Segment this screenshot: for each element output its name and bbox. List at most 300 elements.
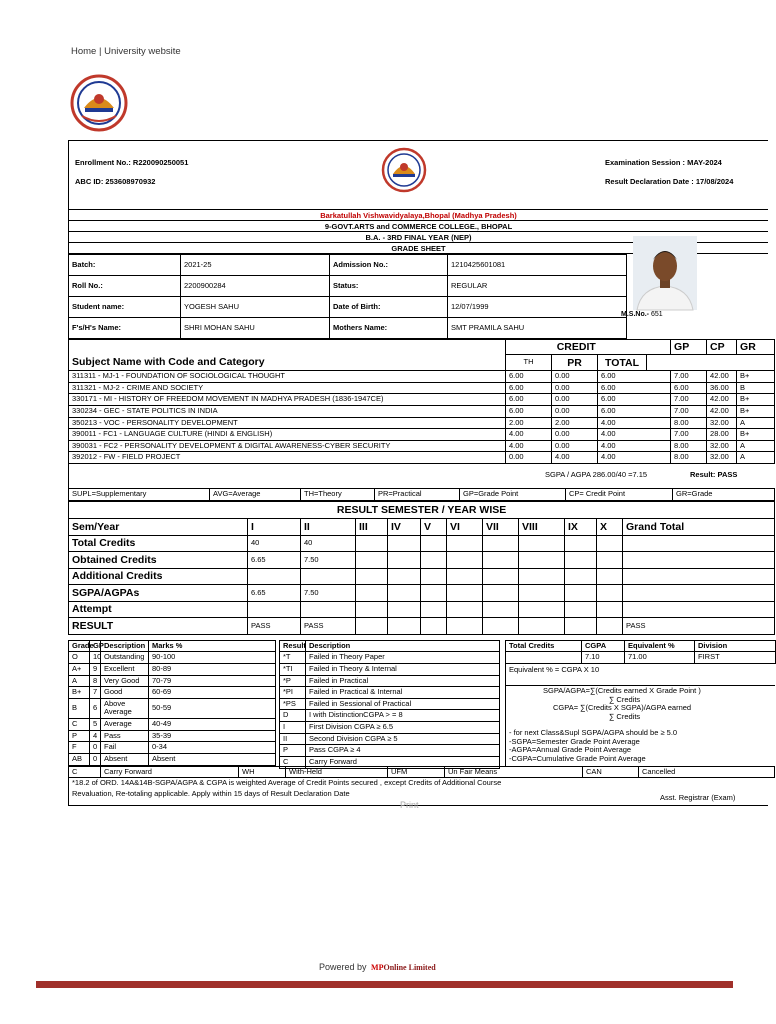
grade-legend-cell: Average [101,719,149,731]
sheet-title: GRADE SHEET [69,243,768,254]
abbreviation-item: TH=Theory [301,489,375,501]
grade-legend-row [69,675,276,687]
yearwise-cell: 7.50 [301,552,356,569]
yearwise-cell [447,601,483,618]
result-declaration-date: Result Declaration Date : 17/08/2024 [605,176,734,186]
notes-box [505,726,775,766]
footnote-ordinance: *18.2 of ORD. 14A&14B-SGPA/AGPA & CGPA is weighted Average of Credit Points secured , except Credits of Additional Course [72,778,502,788]
cp-header: CP [707,340,737,355]
yearwise-header: IX [565,518,597,535]
footer-bar [36,981,733,988]
yearwise-cell [356,552,388,569]
subject-total-credit: 4.00 [598,429,671,441]
cgpa-panel [505,640,775,766]
grade-legend-cell: 7 [90,687,101,699]
subject-row [69,405,775,417]
result-legend-row [280,698,500,710]
yearwise-row [69,585,775,602]
yearwise-cell [447,552,483,569]
sgpa-formula: SGPA/AGPA=∑(Credits earned X Grade Point ) [543,685,701,695]
grade-legend-row [69,742,276,754]
abbreviation-item: GR=Grade [673,489,775,501]
yearwise-cell [519,601,565,618]
yearwise-cell: 40 [248,535,301,552]
subject-th-credit: 6.00 [506,371,552,383]
subject-cp: 42.00 [707,394,737,406]
grade-legend-cell: B+ [69,687,90,699]
grade-legend-cell: 8 [90,675,101,687]
yearwise-cell: 6.65 [248,552,301,569]
gr-header: GR [737,340,775,355]
subject-pr-credit: 0.00 [552,382,598,394]
yearwise-cell [483,618,519,635]
subject-row [69,440,775,452]
subject-pr-credit: 0.00 [552,405,598,417]
yearwise-cell [248,601,301,618]
grade-legend-cell: Absent [101,753,149,765]
grade-legend-header: Description [101,640,149,652]
yearwise-cell [565,585,597,602]
grade-legend-cell: F [69,742,90,754]
result-legend-cell: *PI [280,687,306,699]
subject-th-credit: 2.00 [506,417,552,429]
signatory: Asst. Registrar (Exam) [660,793,736,803]
yearwise-cell [519,568,565,585]
credit-header: CREDIT [506,340,647,355]
yearwise-cell [597,618,623,635]
dob-value: 12/07/1999 [448,297,627,318]
grade-legend-cell: 0-34 [149,742,276,754]
yearwise-header: VI [447,518,483,535]
yearwise-cell: 7.50 [301,585,356,602]
ms-number-value: 651 [650,311,663,318]
yearwise-header: Sem/Year [69,518,248,535]
enrollment-number: Enrollment No.: R220090250051 [75,158,189,167]
yearwise-header: V [421,518,447,535]
powered-by-label: Powered by [319,962,367,972]
yearwise-header: III [356,518,388,535]
yearwise-cell [447,585,483,602]
yearwise-row [69,618,775,635]
yearwise-cell [356,568,388,585]
subject-th-credit: 0.00 [506,452,552,464]
footnote-revaluation: Revaluation, Re-totaling applicable. Apply within 15 days of Result Declaration Date [72,788,350,798]
equivalent-formula: Equivalent % = CGPA X 10 [509,664,600,674]
subject-total-credit: 6.00 [598,394,671,406]
yearwise-cell [421,601,447,618]
grade-legend-cell: 9 [90,663,101,675]
result-legend-cell: *PS [280,698,306,710]
result-legend-cell: I with DistinctionCGPA > = 8 [306,710,500,722]
yearwise-row-label: Total Credits [69,535,248,552]
yearwise-cell [565,618,597,635]
subject-grade: B [737,382,775,394]
result-legend-cell: C [280,756,306,768]
yearwise-cell [388,552,421,569]
yearwise-row-label: Additional Credits [69,568,248,585]
subject-name: 311311 - MJ-1 - FOUNDATION OF SOCIOLOGICAL THOUGHT [69,371,506,383]
subject-gp: 6.00 [671,382,707,394]
th-header: TH [506,355,552,371]
yearwise-cell [565,601,597,618]
subject-name: 330171 - MI - HISTORY OF FREEDOM MOVEMENT IN MADHYA PRADESH (1836-1947CE) [69,394,506,406]
result-legend-row [280,675,500,687]
roll-value: 2200900284 [181,276,330,297]
subject-pr-credit: 2.00 [552,417,598,429]
yearwise-cell [597,601,623,618]
ms-number [621,311,663,319]
yearwise-cell [447,568,483,585]
subject-th-credit: 6.00 [506,394,552,406]
subject-gp: 7.00 [671,371,707,383]
yearwise-cell [356,535,388,552]
mponline-logo-mp: MP [371,963,384,972]
yearwise-cell [565,535,597,552]
print-link[interactable]: Print [400,800,419,810]
grade-legend-cell: Above Average [101,698,149,718]
subject-cp: 32.00 [707,440,737,452]
subject-row [69,429,775,441]
yearwise-cell [356,618,388,635]
subject-name: 392012 - FW - FIELD PROJECT [69,452,506,464]
abbreviation-item: SUPL=Supplementary [69,489,210,501]
result-legend-row [280,745,500,757]
abc-id: ABC ID: 253608970932 [75,176,156,186]
cgpa-formula-denominator: ∑ Credits [609,711,641,721]
yearwise-cell [565,552,597,569]
subject-cp: 42.00 [707,371,737,383]
ms-number-label: M.S.No.- [621,311,649,318]
yearwise-cell [565,568,597,585]
result-legend-cell: Failed in Practical [306,675,500,687]
cgpa-table [505,640,776,664]
yearwise-cell [483,568,519,585]
university-logo [70,72,128,139]
yearwise-cell [447,535,483,552]
abbreviation-item: PR=Practical [375,489,460,501]
subject-th-credit: 4.00 [506,429,552,441]
subject-pr-credit: 4.00 [552,452,598,464]
sgpa-formula-denominator: ∑ Credits [609,694,641,704]
status-legend-cell: Cancelled [639,766,775,778]
examination-session: Examination Session : MAY-2024 [605,158,722,167]
college-name: 9-GOVT.ARTS and COMMERCE COLLEGE., BHOPAL [69,221,768,232]
subject-column-title: Subject Name with Code and Category [69,355,506,371]
subject-grade: A [737,417,775,429]
subject-cp: 36.00 [707,382,737,394]
yearwise-cell [483,585,519,602]
university-website-link[interactable]: University website [104,46,181,57]
yearwise-cell [356,585,388,602]
subject-pr-credit: 0.00 [552,440,598,452]
grade-legend-cell: O [69,652,90,664]
yearwise-header: IV [388,518,421,535]
mponline-logo [369,963,436,972]
grade-legend-cell: Absent [149,753,276,765]
grade-sheet [68,140,768,806]
result-legend-row [280,687,500,699]
subject-total-credit: 6.00 [598,371,671,383]
grade-legend-row [69,753,276,765]
subject-gp: 8.00 [671,417,707,429]
grade-legend-header: Grade [69,640,90,652]
subject-th-credit: 6.00 [506,405,552,417]
pr-header: PR [552,355,598,371]
result-legend-cell: Failed in Theory Paper [306,652,500,664]
sgpa-summary [68,464,768,488]
cgpa-header: CGPA [582,640,625,652]
grade-legend-header: Marks % [149,640,276,652]
result-legend-row [280,652,500,664]
yearwise-cell [388,568,421,585]
grade-legend-row [69,652,276,664]
nav-separator: | [98,46,102,57]
grade-legend-cell: Fail [101,742,149,754]
yearwise-cell [597,585,623,602]
yearwise-row-label: RESULT [69,618,248,635]
subject-pr-credit: 0.00 [552,371,598,383]
student-info-table [68,254,627,339]
yearwise-cell [356,601,388,618]
cgpa-header: Total Credits [506,640,582,652]
yearwise-cell [519,585,565,602]
yearwise-row [69,568,775,585]
course-name: B.A. - 3RD FINAL YEAR (NEP) [69,232,768,243]
subject-grade: B+ [737,371,775,383]
grade-legend-cell: 4 [90,730,101,742]
grade-legend-cell: 6 [90,698,101,718]
result-legend-header: Result [280,640,306,652]
result-legend-row [280,733,500,745]
grade-legend-cell: AB [69,753,90,765]
subject-pr-credit: 0.00 [552,429,598,441]
yearwise-cell [447,618,483,635]
subject-gp: 7.00 [671,429,707,441]
yearwise-cell [623,552,775,569]
subject-total-credit: 6.00 [598,382,671,394]
top-nav [71,46,181,57]
grade-legend-row [69,687,276,699]
status-legend-cell: UFM [388,766,445,778]
grade-legend-row [69,663,276,675]
yearwise-title: RESULT SEMESTER / YEAR WISE [69,501,775,518]
yearwise-result-table [68,501,775,635]
batch-value: 2021-25 [181,255,330,276]
yearwise-header: Grand Total [623,518,775,535]
yearwise-cell: PASS [248,618,301,635]
yearwise-row [69,601,775,618]
yearwise-header: VIII [519,518,565,535]
subject-name: 390011 - FC1 - LANGUAGE CULTURE (HINDI & ENGLISH) [69,429,506,441]
father-name-value: SHRI MOHAN SAHU [181,318,330,339]
mother-name-label: Mothers Name: [330,318,448,339]
yearwise-cell [623,601,775,618]
abbreviation-item: GP=Grade Point [460,489,566,501]
grade-legend-cell: 5 [90,719,101,731]
result-legend-cell: Carry Forward [306,756,500,768]
subject-gp: 8.00 [671,440,707,452]
subject-pr-credit: 0.00 [552,394,598,406]
yearwise-cell [519,552,565,569]
subject-row [69,452,775,464]
grade-legend-cell: Excellent [101,663,149,675]
status-legend-cell: C [69,766,101,778]
batch-label: Batch: [69,255,181,276]
cgpa-value: 7.10 [582,652,625,664]
college-seal-logo [381,143,427,200]
yearwise-cell [421,618,447,635]
subject-row [69,382,775,394]
cgpa-value [506,652,582,664]
grade-legend-cell: 80-89 [149,663,276,675]
yearwise-cell [519,618,565,635]
yearwise-header: II [301,518,356,535]
grade-legend-table [68,640,276,766]
subject-gp: 7.00 [671,405,707,417]
grade-legend-cell: 90-100 [149,652,276,664]
yearwise-cell [483,535,519,552]
grade-legend-cell: 0 [90,742,101,754]
yearwise-cell [597,535,623,552]
result-legend-cell: Pass CGPA ≥ 4 [306,745,500,757]
abbreviation-item: AVG=Average [210,489,301,501]
yearwise-cell [483,552,519,569]
status-legend-cell: Un Fair Means [445,766,583,778]
mother-name-value: SMT PRAMILA SAHU [448,318,627,339]
abbreviations-table [68,488,775,501]
yearwise-cell [597,552,623,569]
result-legend-cell: Failed in Theory & Internal [306,663,500,675]
legend-note: -AGPA=Annual Grade Point Average [509,745,632,755]
legend-note: -SGPA=Semester Grade Point Average [509,736,640,746]
grade-legend-header: GP [90,640,101,652]
result-legend-cell: P [280,745,306,757]
grade-legend-cell: 60-69 [149,687,276,699]
subject-grade: B+ [737,429,775,441]
grade-legend-cell: 70-79 [149,675,276,687]
father-name-label: F's/H's Name: [69,318,181,339]
subject-name: 390031 - FC2 - PERSONALITY DEVELOPMENT & DIGITAL AWARENESS-CYBER SECURITY [69,440,506,452]
subject-row [69,371,775,383]
status-label: Status: [330,276,448,297]
equivalent-box [505,664,775,686]
legend-section [68,640,768,766]
yearwise-cell: 6.65 [248,585,301,602]
grade-legend-row [69,730,276,742]
yearwise-cell [388,601,421,618]
grade-legend-cell: P [69,730,90,742]
yearwise-cell: PASS [623,618,775,635]
yearwise-cell [301,601,356,618]
university-name: Barkatullah Vishwavidyalaya,Bhopal (Madhya Pradesh) [69,210,768,221]
yearwise-cell [623,585,775,602]
grade-legend-cell: 35-39 [149,730,276,742]
yearwise-cell [388,585,421,602]
home-link[interactable]: Home [71,46,97,57]
result-legend-cell: Failed in Sessional of Practical [306,698,500,710]
status-legend-cell: CAN [583,766,639,778]
yearwise-row-label: SGPA/AGPAs [69,585,248,602]
formula-box [505,686,775,726]
subject-total-credit: 4.00 [598,452,671,464]
result-legend-row [280,663,500,675]
cgpa-value: FIRST [695,652,776,664]
cgpa-header: Division [695,640,776,652]
yearwise-cell [597,568,623,585]
yearwise-cell [421,585,447,602]
result-legend-table [279,640,500,769]
subject-cp: 32.00 [707,452,737,464]
abbreviation-item: CP= Credit Point [566,489,673,501]
subject-total-credit: 4.00 [598,440,671,452]
grade-legend-cell: Pass [101,730,149,742]
yearwise-cell [519,535,565,552]
subject-cp: 42.00 [707,405,737,417]
result-legend-row [280,756,500,768]
admission-label: Admission No.: [330,255,448,276]
yearwise-header: VII [483,518,519,535]
yearwise-header: I [248,518,301,535]
yearwise-row [69,552,775,569]
subjects-table [68,339,775,464]
yearwise-header: X [597,518,623,535]
result-legend-cell: Failed in Practical & Internal [306,687,500,699]
roll-label: Roll No.: [69,276,181,297]
yearwise-cell [301,568,356,585]
grade-legend-cell: A [69,675,90,687]
result-legend-cell: First Division CGPA ≥ 6.5 [306,722,500,734]
total-header: TOTAL [598,355,647,371]
grade-legend-row [69,698,276,718]
student-photo [633,236,697,310]
result-legend-cell: *TI [280,663,306,675]
grade-legend-cell: A+ [69,663,90,675]
grade-legend-cell: B [69,698,90,718]
subject-grade: A [737,452,775,464]
admission-value: 1210425601081 [448,255,627,276]
student-name-label: Student name: [69,297,181,318]
grade-legend-cell: 40-49 [149,719,276,731]
subject-name: 350213 - VOC - PERSONALITY DEVELOPMENT [69,417,506,429]
yearwise-row [69,535,775,552]
subject-grade: B+ [737,405,775,417]
grade-legend-row [69,719,276,731]
yearwise-cell [483,601,519,618]
result-legend-cell: I [280,722,306,734]
subject-name: 311321 - MJ-2 - CRIME AND SOCIETY [69,382,506,394]
subject-row [69,417,775,429]
dob-label: Date of Birth: [330,297,448,318]
legend-note: -CGPA=Cumulative Grade Point Average [509,753,646,763]
subject-cp: 28.00 [707,429,737,441]
result-legend-cell: II [280,733,306,745]
yearwise-cell [421,568,447,585]
grade-legend-cell: 50-59 [149,698,276,718]
sgpa-agpa-line: SGPA / AGPA 286.00/40 =7.15 [545,470,648,480]
student-name-value: YOGESH SAHU [181,297,330,318]
yearwise-row-label: Obtained Credits [69,552,248,569]
yearwise-cell [623,568,775,585]
status-value: REGULAR [448,276,627,297]
grade-legend-cell: C [69,719,90,731]
cgpa-value: 71.00 [625,652,695,664]
cgpa-header: Equivalent % [625,640,695,652]
result-legend-row [280,710,500,722]
gp-header: GP [671,340,707,355]
subject-grade: A [737,440,775,452]
subject-total-credit: 6.00 [598,405,671,417]
yearwise-cell [623,535,775,552]
